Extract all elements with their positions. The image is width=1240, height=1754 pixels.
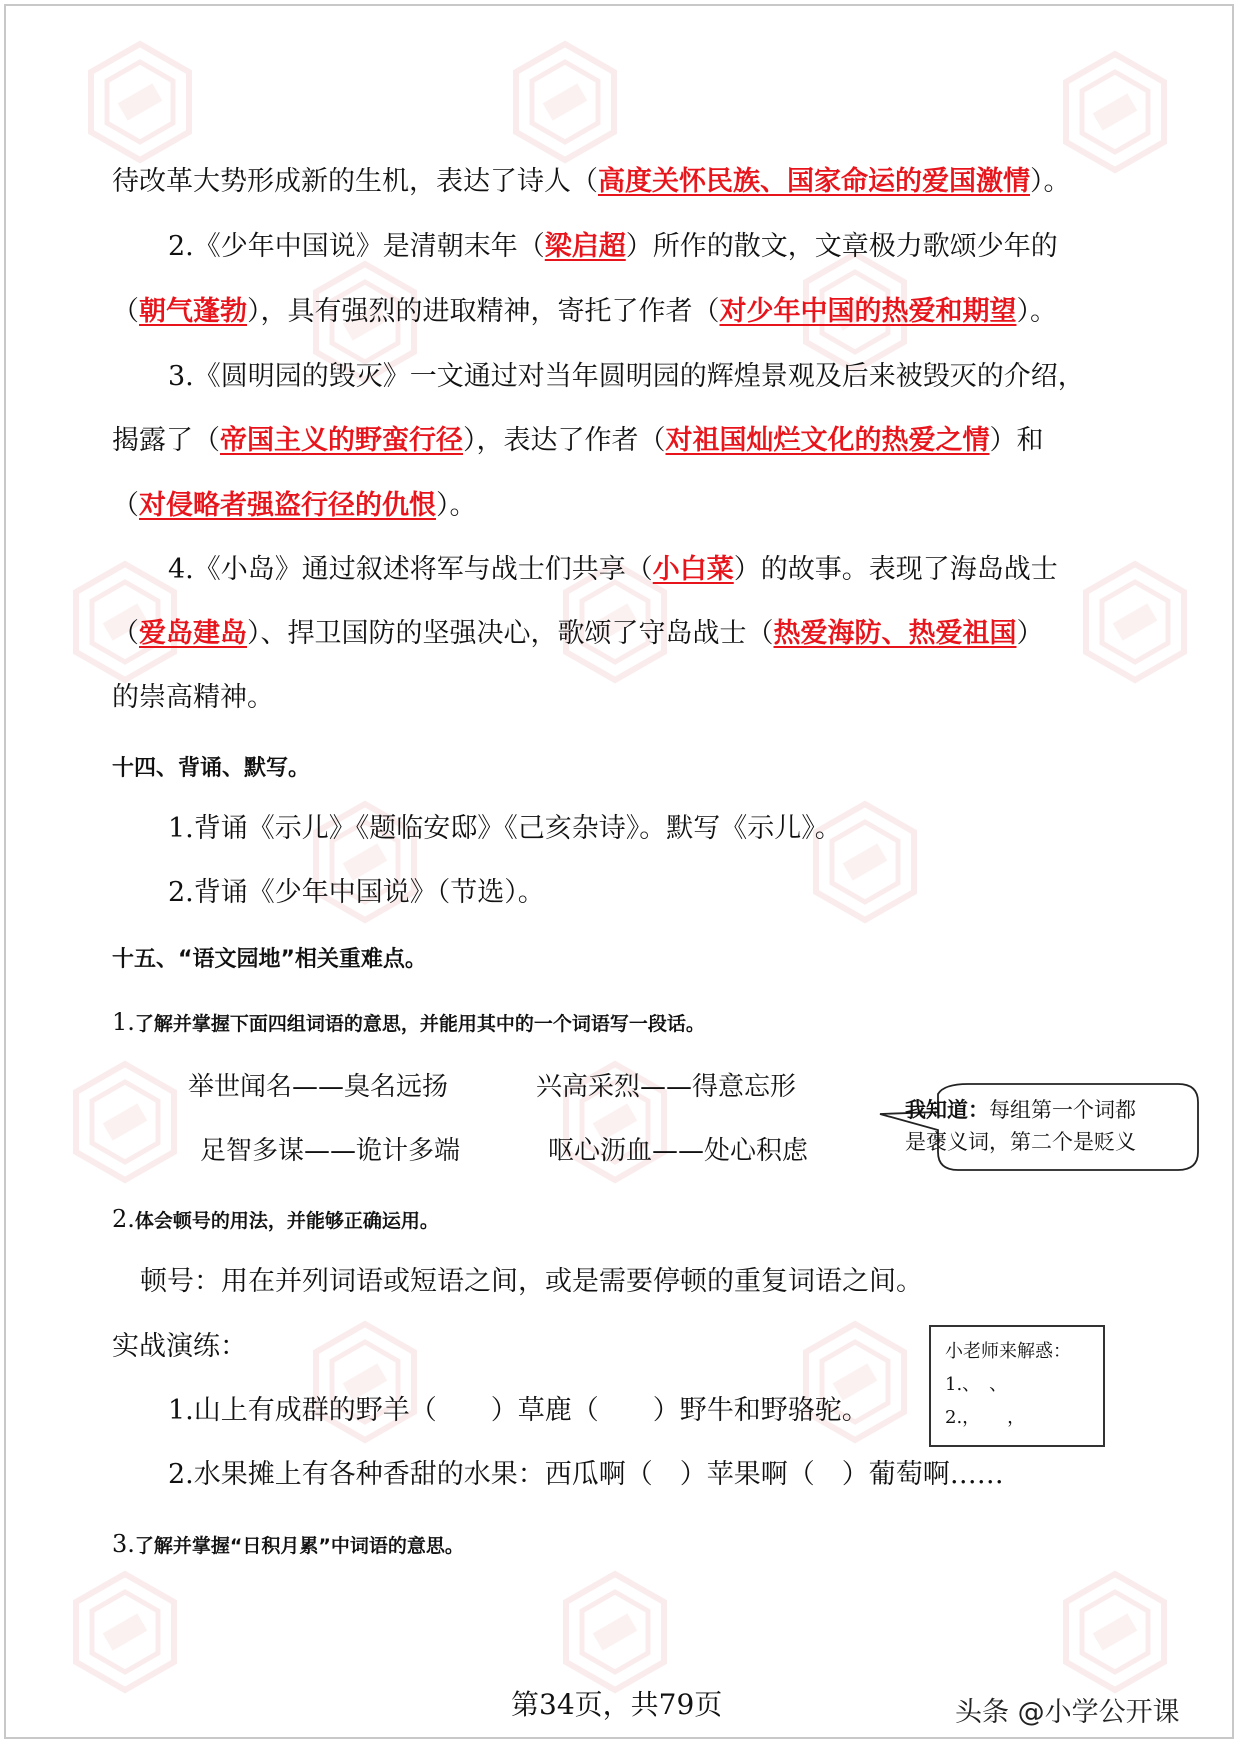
paragraph-2-line-1: 2.《少年中国说》是清朝末年（梁启超）所作的散文，文章极力歌颂少年的 <box>168 231 1058 262</box>
answer-text: 朝气蓬勃 <box>139 296 247 327</box>
answer-text: 热爱海防、热爱祖国 <box>773 618 1017 649</box>
paragraph-3-line-2: 揭露了（帝国主义的野蛮行径），表达了作者（对祖国灿烂文化的热爱之情）和 <box>112 425 1044 456</box>
answer-text: 帝国主义的野蛮行径 <box>220 425 463 456</box>
callout-text: 我知道：每组第一个词都 是褒义词，第二个是贬义 <box>905 1097 1136 1154</box>
tip-box-line-1: 1.、 、 <box>945 1374 1008 1395</box>
tip-box-title: 小老师来解惑： <box>945 1341 1071 1362</box>
section-15-item-1-title: 1.了解并掌握下面四组词语的意思，并能用其中的一个词语写一段话。 <box>112 1008 705 1036</box>
answer-text: 对祖国灿烂文化的热爱之情 <box>665 425 990 456</box>
exercise-1: 1.山上有成群的野羊（ ）草鹿（ ）野牛和野骆驼。 <box>168 1395 869 1426</box>
answer-text: 对侵略者强盗行径的仇恨 <box>139 490 436 521</box>
answer-text: 小白菜 <box>652 554 734 585</box>
answer-text: 梁启超 <box>544 231 626 262</box>
answer-text: 对少年中国的热爱和期望 <box>719 296 1017 327</box>
section-14-item-2: 2.背诵《少年中国说》（节选）。 <box>168 877 545 908</box>
exercise-2: 2.水果摊上有各种香甜的水果：西瓜啊（ ）苹果啊（ ）葡萄啊…… <box>168 1459 1004 1490</box>
paragraph-4-line-2: （爱岛建岛）、捍卫国防的坚强决心，歌颂了守岛战士（热爱海防、热爱祖国） <box>112 618 1044 649</box>
section-15-heading: 十五、“语文园地”相关重难点。 <box>112 947 427 972</box>
practice-label: 实战演练： <box>112 1331 247 1362</box>
paragraph-4-line-3: 的崇高精神。 <box>112 682 274 713</box>
answer-text: 爱岛建岛 <box>139 618 247 649</box>
paragraph-4-line-1: 4.《小岛》通过叙述将军与战士们共享（小白菜）的故事。表现了海岛战士 <box>168 554 1058 585</box>
comma-definition: 顿号：用在并列词语或短语之间，或是需要停顿的重复词语之间。 <box>140 1266 923 1297</box>
tip-box-line-2: 2.， ， <box>945 1407 1026 1428</box>
section-14-item-1: 1.背诵《示儿》《题临安邸》《己亥杂诗》。默写《示儿》。 <box>168 813 842 844</box>
brand-watermark: 头条 @小学公开课 <box>955 1697 1180 1728</box>
word-pair: 呕心沥血——处心积虑 <box>548 1136 809 1166</box>
section-14-heading: 十四、背诵、默写。 <box>112 756 311 781</box>
paragraph-continuation: 待改革大势形成新的生机，表达了诗人（高度关怀民族、国家命运的爱国激情）。 <box>112 166 1071 197</box>
page-indicator: 第34页，共79页 <box>511 1688 723 1721</box>
word-pair: 足智多谋——诡计多端 <box>200 1136 461 1166</box>
section-15-item-3-title: 3.了解并掌握“日积月累”中词语的意思。 <box>112 1530 464 1558</box>
section-15-item-2-title: 2.体会顿号的用法，并能够正确运用。 <box>112 1205 439 1233</box>
answer-text: 高度关怀民族、国家命运的爱国激情 <box>598 166 1030 197</box>
tip-box <box>929 1325 1105 1447</box>
paragraph-2-line-2: （朝气蓬勃），具有强烈的进取精神，寄托了作者（对少年中国的热爱和期望）。 <box>112 296 1057 327</box>
word-pair: 举世闻名——臭名远扬 <box>188 1072 449 1102</box>
paragraph-3-line-3: （对侵略者强盗行径的仇恨）。 <box>112 490 477 521</box>
word-pair: 兴高采烈——得意忘形 <box>536 1072 797 1102</box>
paragraph-3-line-1: 3.《圆明园的毁灭》一文通过对当年圆明园的辉煌景观及后来被毁灭的介绍， <box>168 361 1085 392</box>
